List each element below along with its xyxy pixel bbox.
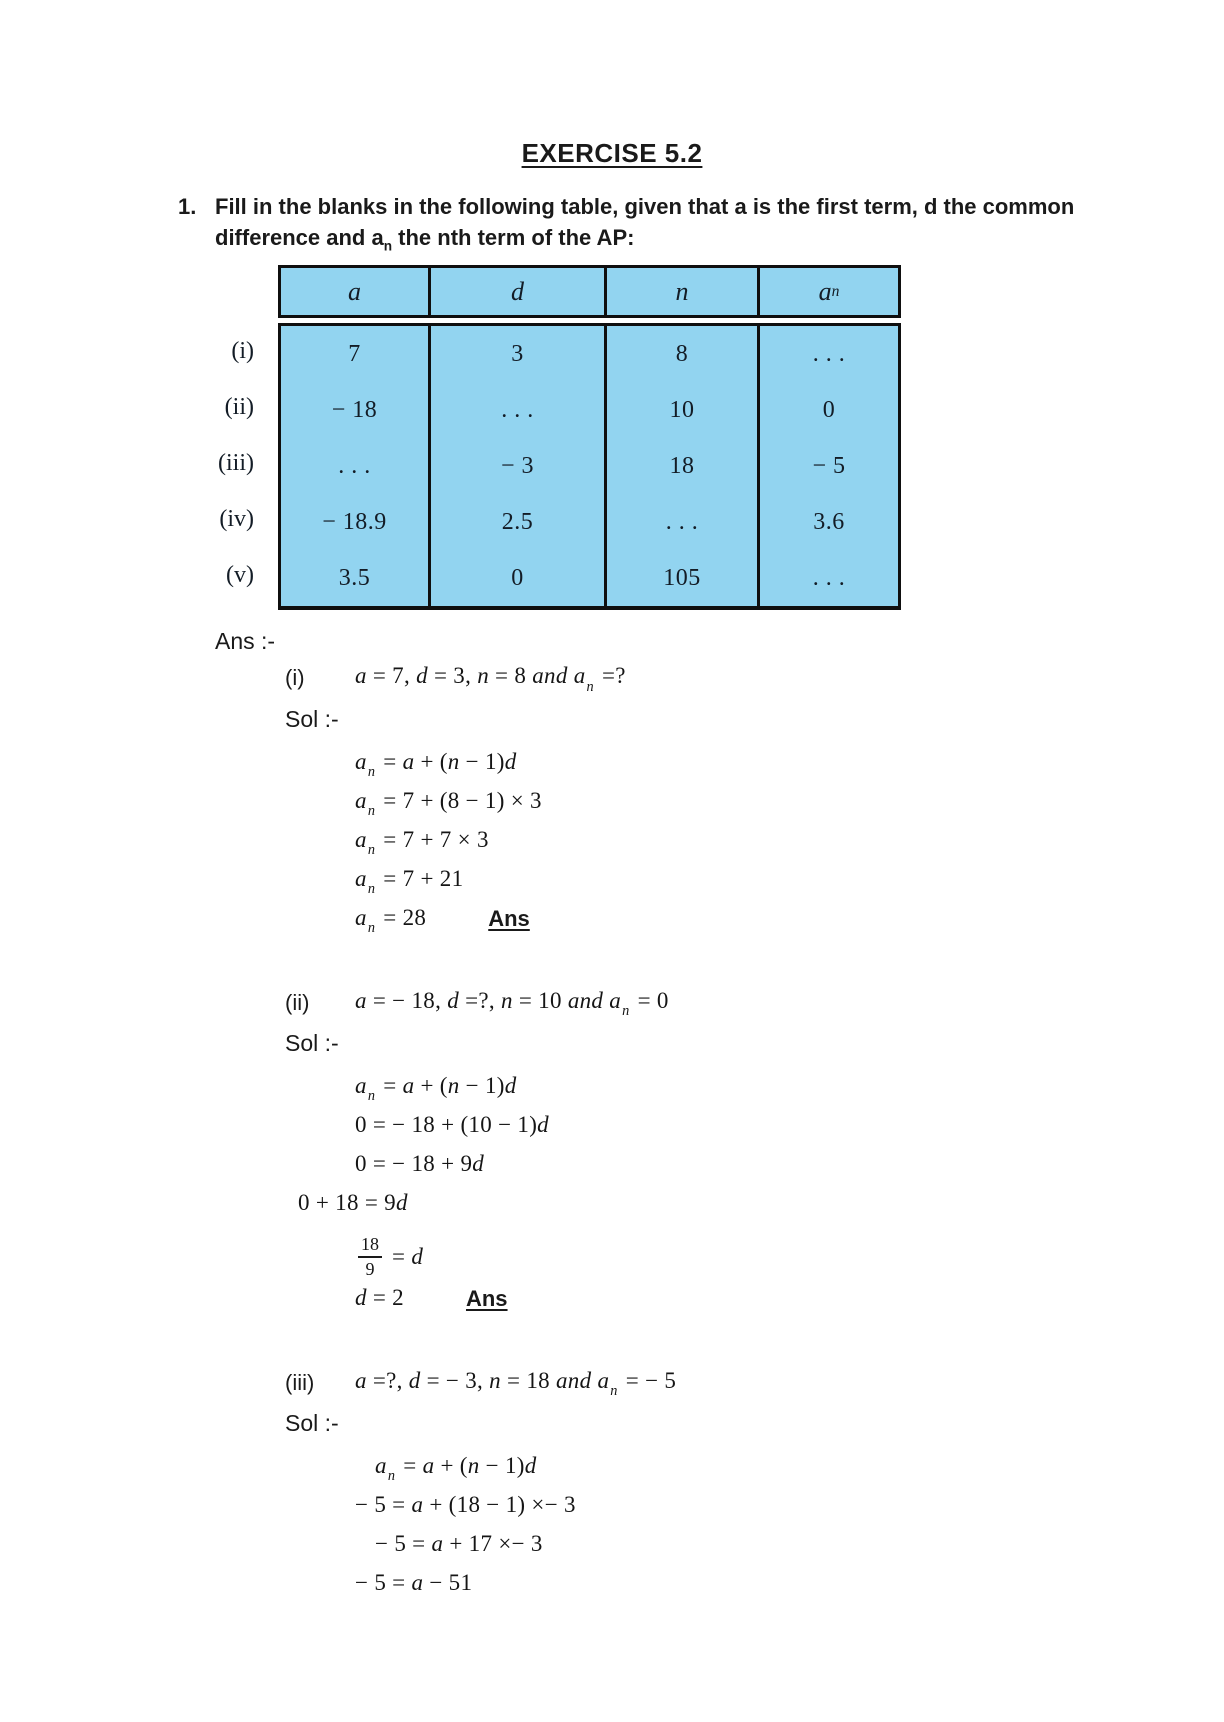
table-cell: 3.5: [281, 550, 431, 606]
header-cell-d: d: [431, 268, 607, 315]
table-row-label-iii: (iii): [218, 449, 254, 476]
solution-iii-given-row: [285, 1368, 1224, 1400]
solution-step: $a_n = 7 + (8 - 1) \times 3$: [355, 787, 542, 819]
fraction-step: [358, 1229, 1224, 1285]
table-cell: 0: [822, 396, 836, 423]
ap-table: [278, 265, 901, 610]
table-cell: 8: [607, 326, 760, 382]
question-number: 1.: [178, 194, 197, 219]
fraction-numerator: 18: [358, 1234, 382, 1258]
ans-badge: Ans: [488, 905, 530, 931]
fraction: [358, 1234, 382, 1279]
fraction-denominator: 9: [365, 1258, 375, 1279]
header-cell-a: a: [281, 268, 431, 315]
solution-step: $a_n = 28$: [355, 904, 427, 936]
ans-badge: Ans: [465, 1285, 508, 1311]
header-cell-an: a n: [818, 276, 840, 306]
solution-step: $a_n = a + (n - 1)d$: [355, 748, 517, 780]
table-cell: 105: [607, 550, 760, 606]
row-label-spacer: [190, 265, 278, 323]
solution-i-given-row: [285, 663, 1224, 695]
table-cell: . . .: [431, 382, 607, 438]
solution-iii: [285, 1368, 1224, 1609]
solution-step: − 5 = a + 17 ×− 3: [375, 1530, 543, 1556]
solution-iii-steps: [355, 1453, 1224, 1609]
document-page: [0, 138, 1224, 1722]
solution-ii: [285, 988, 1224, 1324]
solution-step: 0 + 18 = 9d: [298, 1189, 408, 1215]
table-cell: . . .: [812, 340, 846, 367]
solution-step: $a_n = a + (n - 1)d$: [355, 1072, 517, 1104]
solution-step: 0 = − 18 + (10 − 1)d: [355, 1111, 549, 1137]
solution-given: a = − 18, d =?, n = 10 and $a_n = 0$: [355, 987, 669, 1019]
table-row-label-i: (i): [231, 337, 254, 364]
solution-given: a = 7, d = 3, n = 8 and $a_n$ =?: [355, 663, 626, 695]
solution-step: 0 = − 18 + 9d: [355, 1150, 485, 1176]
table-cell: . . .: [281, 438, 431, 494]
solutions: [285, 663, 1224, 1608]
solution-given: a =?, d = − 3, n = 18 and $a_n$ = − 5: [355, 1367, 677, 1399]
table-cell: 0: [431, 550, 607, 606]
solution-step: $a_n = a + (n - 1)d$: [375, 1452, 537, 1484]
header-cell-n: n: [607, 268, 760, 315]
fraction-rhs: = d: [392, 1243, 424, 1269]
table-cell: − 18: [281, 382, 431, 438]
question-text: [215, 191, 1074, 261]
table-cell: − 3: [431, 438, 607, 494]
sol-label: Sol :-: [285, 1409, 339, 1436]
table-body: [278, 323, 901, 610]
table-cell: . . .: [812, 564, 846, 591]
sol-label: Sol :-: [285, 705, 339, 732]
table-cell: . . .: [607, 494, 760, 550]
solution-number: (ii): [285, 989, 310, 1015]
solution-i-steps: [355, 749, 1224, 944]
table-cell: 18: [607, 438, 760, 494]
solution-step: − 5 = a + (18 − 1) ×− 3: [355, 1491, 576, 1517]
question-text-line-1: Fill in the blanks in the following table, given that a is the first term, d the common: [215, 194, 1075, 219]
solution-step: d = 2: [355, 1284, 404, 1310]
solution-ii-given-row: [285, 988, 1224, 1020]
table-header-row: [278, 265, 901, 318]
table-row-label-v: (v): [226, 561, 254, 588]
table-cell: − 5: [812, 452, 846, 479]
solution-step: $a_n = 7 + 7 \times 3$: [355, 826, 489, 858]
table-row-labels: [190, 265, 278, 610]
question-text-line-2: difference and $a_n$ the nth term of the AP:: [215, 225, 635, 254]
solution-ii-steps: [298, 1072, 1224, 1324]
solution-i: [285, 663, 1224, 943]
table-cell: 7: [281, 326, 431, 382]
table-cell: 3: [431, 326, 607, 382]
table-cell: 3.6: [813, 508, 845, 535]
table-cell: 2.5: [431, 494, 607, 550]
solution-step: $a_n = 7 + 21$: [355, 865, 464, 897]
sol-label: Sol :-: [285, 1029, 339, 1056]
solution-number: (i): [285, 665, 305, 691]
solution-step: − 5 = a − 51: [355, 1569, 473, 1595]
table-row-label-iv: (iv): [219, 505, 254, 532]
question-1: [178, 191, 1224, 261]
page-title: EXERCISE 5.2: [521, 138, 703, 168]
answers-label: Ans :-: [215, 628, 276, 655]
ap-table-section: [190, 265, 1224, 610]
table-cell: 10: [607, 382, 760, 438]
table-row-label-ii: (ii): [224, 393, 254, 420]
table-cell: − 18.9: [281, 494, 431, 550]
solution-number: (iii): [285, 1369, 315, 1395]
